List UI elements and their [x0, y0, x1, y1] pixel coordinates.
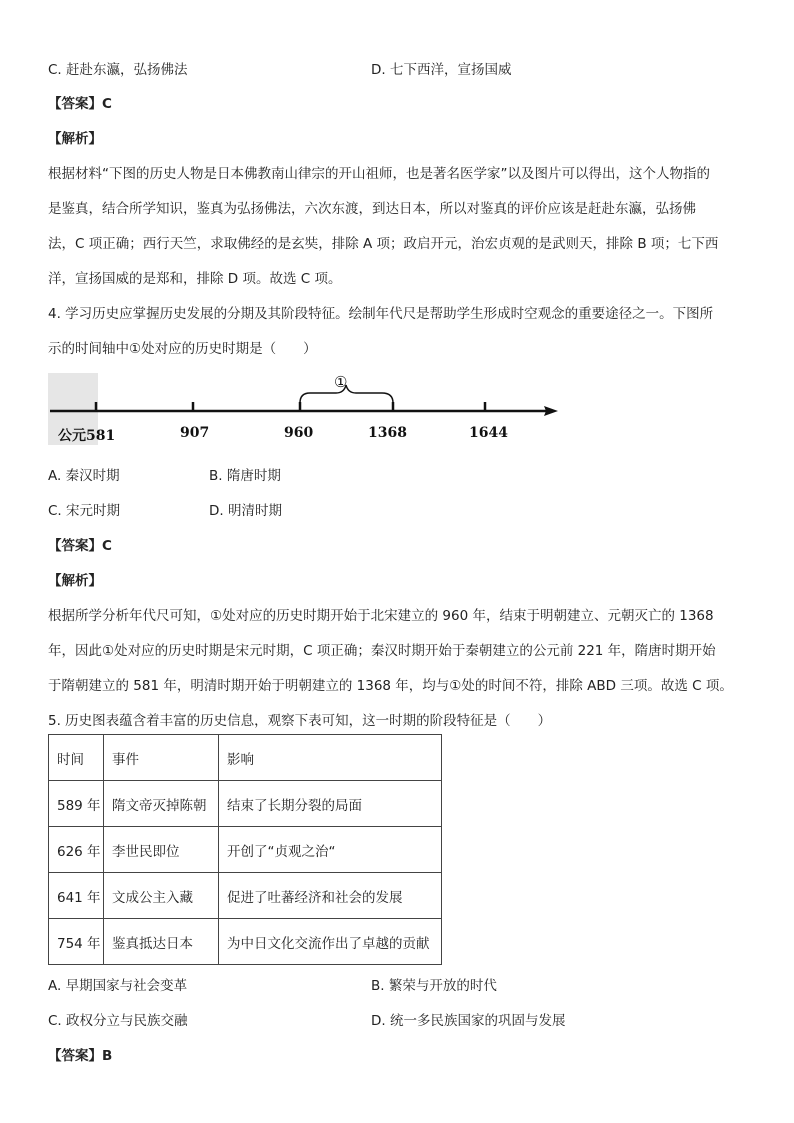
table-cell: 李世民即位	[104, 827, 219, 873]
table-cell: 641 年	[49, 873, 104, 919]
q4-answer: 【答案】C	[48, 538, 112, 554]
q5-option-b: B. 繁荣与开放的时代	[371, 978, 497, 994]
table-cell: 589 年	[49, 781, 104, 827]
q5-answer: 【答案】B	[48, 1048, 113, 1064]
q3-analysis-line-2: 是鉴真，结合所学知识，鉴真为弘扬佛法，六次东渡，到达日本，所以对鉴真的评价应该是赶赴东瀛，弘扬佛	[48, 201, 696, 217]
table-cell: 为中日文化交流作出了卓越的贡献	[219, 919, 442, 965]
tick-label-581: 公元581	[58, 428, 116, 444]
q4-option-d: D. 明清时期	[209, 503, 282, 519]
q3-analysis-line-1: 根据材料“下图的历史人物是日本佛教南山律宗的开山祖师，也是著名医学家”以及图片可以得出，这个人物指的	[48, 166, 710, 182]
table-row	[49, 781, 442, 827]
table-row	[49, 919, 442, 965]
table-header-cell: 事件	[104, 735, 219, 781]
q5-option-c: C. 政权分立与民族交融	[48, 1013, 188, 1029]
table-cell: 文成公主入藏	[104, 873, 219, 919]
q5-option-a: A. 早期国家与社会变革	[48, 978, 188, 994]
table-cell: 隋文帝灭掉陈朝	[104, 781, 219, 827]
table-cell: 626 年	[49, 827, 104, 873]
tick-label-1368: 1368	[368, 425, 407, 441]
tick-label-1644: 1644	[469, 425, 508, 441]
q5-stem: 5. 历史图表蕴含着丰富的历史信息，观察下表可知，这一时期的阶段特征是（ ）	[48, 713, 552, 729]
q5-option-d: D. 统一多民族国家的巩固与发展	[371, 1013, 566, 1029]
table-cell: 结束了长期分裂的局面	[219, 781, 442, 827]
q4-analysis-line-2: 年，因此①处对应的历史时期是宋元时期，C 项正确；秦汉时期开始于秦朝建立的公元前 221 年，隋唐时期开始	[48, 643, 716, 659]
q4-analysis-label: 【解析】	[48, 573, 102, 589]
q3-answer: 【答案】C	[48, 96, 112, 112]
q4-stem-line-1: 4. 学习历史应掌握历史发展的分期及其阶段特征。绘制年代尺是帮助学生形成时空观念的重要途径之一。下图所	[48, 306, 714, 322]
table-cell: 754 年	[49, 919, 104, 965]
table-cell: 开创了“贞观之治“	[219, 827, 442, 873]
table-header-cell: 影响	[219, 735, 442, 781]
table-header-row	[49, 735, 442, 781]
q3-analysis-line-3: 法，C 项正确；西行天竺，求取佛经的是玄奘，排除 A 项；政启开元，治宏贞观的是武则天，排除 B 项；七下西	[48, 236, 719, 252]
tick-label-960: 960	[284, 425, 314, 441]
q3-option-d: D. 七下西洋，宣扬国威	[371, 62, 512, 78]
timeline-arrow	[544, 406, 558, 416]
tick-label-907: 907	[180, 425, 210, 441]
q4-option-a: A. 秦汉时期	[48, 468, 120, 484]
history-table	[48, 734, 442, 965]
table-header-cell: 时间	[49, 735, 104, 781]
q3-analysis-label: 【解析】	[48, 131, 102, 147]
q3-analysis-line-4: 洋，宣扬国威的是郑和，排除 D 项。故选 C 项。	[48, 271, 342, 287]
q3-option-c: C. 赶赴东瀛，弘扬佛法	[48, 62, 188, 78]
q4-option-b: B. 隋唐时期	[209, 468, 281, 484]
timeline-bracket-label: ①	[334, 373, 348, 391]
q4-stem-line-2: 示的时间轴中①处对应的历史时期是（ ）	[48, 341, 317, 357]
q4-option-c: C. 宋元时期	[48, 503, 121, 519]
q4-analysis-line-1: 根据所学分析年代尺可知，①处对应的历史时期开始于北宋建立的 960 年，结束于明朝建立、元朝灭亡的 1368	[48, 608, 714, 624]
table-row	[49, 827, 442, 873]
timeline-figure	[48, 373, 563, 445]
table-row	[49, 873, 442, 919]
table-cell: 促进了吐蕃经济和社会的发展	[219, 873, 442, 919]
table-cell: 鉴真抵达日本	[104, 919, 219, 965]
q4-analysis-line-3: 于隋朝建立的 581 年，明清时期开始于明朝建立的 1368 年，均与①处的时间不符，排除 ABD 三项。故选 C 项。	[48, 678, 733, 694]
